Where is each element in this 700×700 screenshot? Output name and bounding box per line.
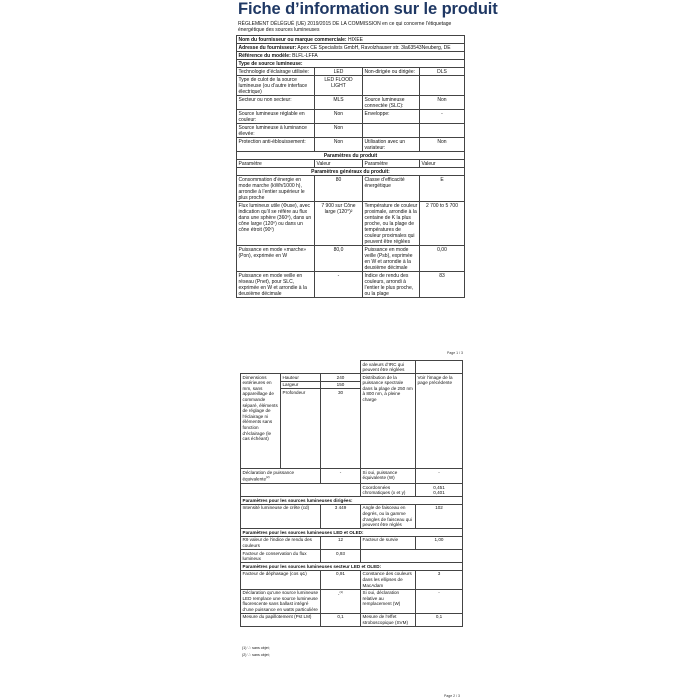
flicker-label: Mesure du papillotement (Pst LM) xyxy=(241,613,321,626)
survival-value: 1,00 xyxy=(416,536,463,549)
general-label-2: Classe d’efficacité énergétique xyxy=(363,176,420,202)
type-label-2: Enveloppe: xyxy=(363,110,420,124)
fluo-value: - xyxy=(337,591,340,597)
type-value-2: DLS xyxy=(420,68,465,76)
supplier-name-value: HIXEE xyxy=(347,36,363,43)
r9-label: R9 valeur de l’indice de rendu des couleurs xyxy=(241,536,321,549)
type-label-2 xyxy=(363,124,420,138)
mains-header-row xyxy=(241,563,463,571)
height-label: Hauteur xyxy=(281,374,321,382)
type-row xyxy=(237,96,465,110)
type-value-2 xyxy=(420,124,465,138)
general-value-1: - xyxy=(315,272,363,298)
depth-label: Profondeur xyxy=(281,389,321,469)
general-value-2: 2 700 to 5 700 xyxy=(420,202,465,246)
type-value-1: Non xyxy=(315,138,363,152)
type-value-2: Non xyxy=(420,138,465,152)
product-info-table-page-1 xyxy=(236,35,465,298)
type-row xyxy=(237,124,465,138)
r9-row xyxy=(241,536,463,549)
supplier-address-label: Adresse du fournisseur: xyxy=(238,44,297,51)
maint-value: 0,93 xyxy=(321,550,361,563)
type-row xyxy=(237,110,465,124)
type-value-1: LED FLOOD LIGHT xyxy=(315,76,363,96)
mains-header: Paramètres pour les sources lumineuses secteur LED et OLED: xyxy=(241,563,463,571)
general-label-1: Puissance en mode veille en réseau (Pnet), pour SLC, exprimée en W et arrondie à la deuxième décimale xyxy=(237,272,315,298)
spectral-value: Voir l’image de la page précédente xyxy=(416,374,463,469)
general-row xyxy=(237,176,465,202)
flicker-value: 0,1 xyxy=(321,613,361,626)
general-label-1: Consommation d’énergie en mode marche (kWh/1000 h), arrondie à l’entier supérieur le plus proche xyxy=(237,176,315,202)
general-label-2: Indice de rendu des couleurs, arrondi à l’entier le plus proche, ou la plage xyxy=(363,272,420,298)
type-label-1: Type de culot de la source lumineuse (ou d’autre interface électrique) xyxy=(237,76,315,96)
led-header: Paramètres pour les sources lumineuses LED et OLED: xyxy=(241,529,463,537)
type-label-1: Technologie d’éclairage utilisée: xyxy=(237,68,315,76)
fluorescent-row: Déclaration qu’une source lumineuse LED remplace une source lumineuse fluorescente sans ballast intégré d’une puissance en watts particulière -$^{(1)}$ Si oui, déclaration relative au remplacement (W) - xyxy=(241,589,463,613)
chroma-row xyxy=(241,484,463,497)
general-value-2: E xyxy=(420,176,465,202)
general-header-row xyxy=(237,168,465,176)
model-value: BLFL-LFFA xyxy=(292,52,318,59)
type-label-2: Utilisation avec un variateur: xyxy=(363,138,420,152)
width-value: 150 xyxy=(321,381,361,389)
page-number-1: Page 1 / 3 xyxy=(447,351,463,355)
general-value-2: 0,00 xyxy=(420,246,465,272)
general-label-1: Puissance en mode «marche» (Pon), exprimée en W xyxy=(237,246,315,272)
supplier-address-value: Apex CE Specialists GmbH, Ravolzhauser str. 3la63543Neuberg, DE xyxy=(297,44,451,51)
strobo-value: 0,1 xyxy=(416,613,463,626)
general-label-1: Flux lumineux utile (Φuse), avec indication qu’il se réfère au flux dans une sphère (360º), dans un cône large (120º) ou dans un cône étroit (90º) xyxy=(237,202,315,246)
spectral-label: Distribution de la puissance spectrale dans la plage de 250 nm à 800 nm, à pleine charge xyxy=(361,374,416,469)
col-param-2: Paramètre xyxy=(363,160,420,168)
type-header-row xyxy=(237,60,465,68)
general-row xyxy=(237,246,465,272)
general-value-1: 80,0 xyxy=(315,246,363,272)
general-label-2: Puissance en mode veille (Psb), exprimée en W et arrondie à la deuxième décimale xyxy=(363,246,420,272)
type-label-2 xyxy=(363,76,420,96)
general-value-1: 80 xyxy=(315,176,363,202)
type-value-2 xyxy=(420,76,465,96)
directed-header: Paramètres pour les sources lumineuses dirigées: xyxy=(241,497,463,505)
cri-continuation-row xyxy=(241,361,463,374)
equiv-yes-label: Si oui, puissance équivalente (W) xyxy=(361,469,416,484)
type-value-2: - xyxy=(420,110,465,124)
equiv-yes-value: - xyxy=(416,469,463,484)
fluo-label: Déclaration qu’une source lumineuse LED remplace une source lumineuse fluorescente sans ballast intégré d’une puissance en watts particulière xyxy=(241,589,321,613)
chroma-x: 0,451 xyxy=(433,484,445,490)
type-label-1: Protection anti-éblouissement: xyxy=(237,138,315,152)
chroma-y: 0,401 xyxy=(433,490,445,496)
params-header: Paramètres du produit xyxy=(237,152,465,160)
general-row xyxy=(237,202,465,246)
general-header: Paramètres généraux du produit: xyxy=(237,168,465,176)
pf-value: 0,91 xyxy=(321,570,361,589)
maintenance-row xyxy=(241,550,463,563)
height-value: 240 xyxy=(321,374,361,382)
depth-value: 30 xyxy=(321,389,361,469)
footnote-2: (2) ‘-’: sans objet; xyxy=(242,653,270,657)
type-label-2: Non-dirigée ou dirigée: xyxy=(363,68,420,76)
general-row xyxy=(237,272,465,298)
footnote-1: (1) ‘-’: sans objet; xyxy=(242,646,270,650)
model-row xyxy=(237,52,465,60)
general-label-2: Température de couleur proximale, arrondie à la centaine de K la plus proche, ou la plage de températures de couleur proximales qui peuvent être réglées xyxy=(363,202,420,246)
supplier-address-row xyxy=(237,44,465,52)
params-header-row xyxy=(237,152,465,160)
flicker-row xyxy=(241,613,463,626)
r9-value: 12 xyxy=(321,536,361,549)
page-number-2: Page 2 / 3 xyxy=(444,694,460,698)
equiv-power-label: Déclaration de puissance équivalente xyxy=(242,469,295,482)
beam-value: 102 xyxy=(416,504,463,528)
pf-label: Facteur de déphasage (cos φ1) xyxy=(241,570,321,589)
type-row xyxy=(237,68,465,76)
type-label-1: Secteur ou non secteur: xyxy=(237,96,315,110)
document-title: Fiche d’information sur le produit xyxy=(238,0,498,18)
directed-header-row xyxy=(241,497,463,505)
peak-value: 3 449 xyxy=(321,504,361,528)
peak-label: Intensité lumineuse de crête (cd) xyxy=(241,504,321,528)
type-label-1: Source lumineuse réglable en couleur: xyxy=(237,110,315,124)
width-label: Largeur xyxy=(281,381,321,389)
chroma-label: Coordonnées chromatiques (x et y) xyxy=(361,484,416,497)
strobo-label: Mesure de l’effet stroboscopique (SVM) xyxy=(361,613,416,626)
col-value-1: Valeur xyxy=(315,160,363,168)
cri-continuation: de valeurs d’IRC qui peuvent être réglées xyxy=(361,361,416,374)
type-value-1: Non xyxy=(315,110,363,124)
type-label-1: Source lumineuse à luminance élevée: xyxy=(237,124,315,138)
product-info-table-page-2 xyxy=(240,360,463,627)
supplier-name-label: Nom du fournisseur ou marque commerciale: xyxy=(238,36,347,43)
dimensions-label: Dimensions extérieures en mm, sans appareillage de commande séparé, éléments de réglage de l’éclairage ni éléments sans fonction d’éclairage (le cas échéant) xyxy=(241,374,281,469)
type-value-1: MLS xyxy=(315,96,363,110)
type-header: Type de source lumineuse: xyxy=(237,60,465,68)
dimensions-height-row xyxy=(241,374,463,382)
survival-label: Facteur de survie xyxy=(361,536,416,549)
type-value-2: Non xyxy=(420,96,465,110)
model-label: Référence du modèle: xyxy=(238,52,291,59)
led-header-row xyxy=(241,529,463,537)
type-value-1: LED xyxy=(315,68,363,76)
params-columns-row xyxy=(237,160,465,168)
type-row xyxy=(237,76,465,96)
type-row xyxy=(237,138,465,152)
type-value-1: Non xyxy=(315,124,363,138)
general-value-1: 7 900 sur Cône large (120°)² xyxy=(315,202,363,246)
equiv-power-value: - xyxy=(321,469,361,484)
general-value-2: 83 xyxy=(420,272,465,298)
power-factor-row xyxy=(241,570,463,589)
col-param-1: Paramètre xyxy=(237,160,315,168)
supplier-name-row xyxy=(237,36,465,44)
consistency-label: Constance des couleurs dans les ellipses de MacAdam xyxy=(361,570,416,589)
equivalent-power-row: Déclaration de puissance équivalente$^{(2)}$ - Si oui, puissance équivalente (W) - xyxy=(241,469,463,484)
maint-label: Facteur de conservation du flux lumineux xyxy=(241,550,321,563)
regulation-intro: RÈGLEMENT DÉLÉGUÉ (UE) 2019/2015 DE LA COMMISSION en ce qui concerne l’étiquetage énergétique des sources lumineuses xyxy=(238,21,452,34)
fluo-yes-label: Si oui, déclaration relative au remplacement (W) xyxy=(361,589,416,613)
col-value-2: Valeur xyxy=(420,160,465,168)
fluo-yes-value: - xyxy=(416,589,463,613)
type-label-2: Source lumineuse connectée (SLC): xyxy=(363,96,420,110)
beam-label: Angle de faisceau en degrés, ou la gamme d’angles de faisceau qui peuvent être réglés xyxy=(361,504,416,528)
consistency-value: 3 xyxy=(416,570,463,589)
peak-intensity-row xyxy=(241,504,463,528)
